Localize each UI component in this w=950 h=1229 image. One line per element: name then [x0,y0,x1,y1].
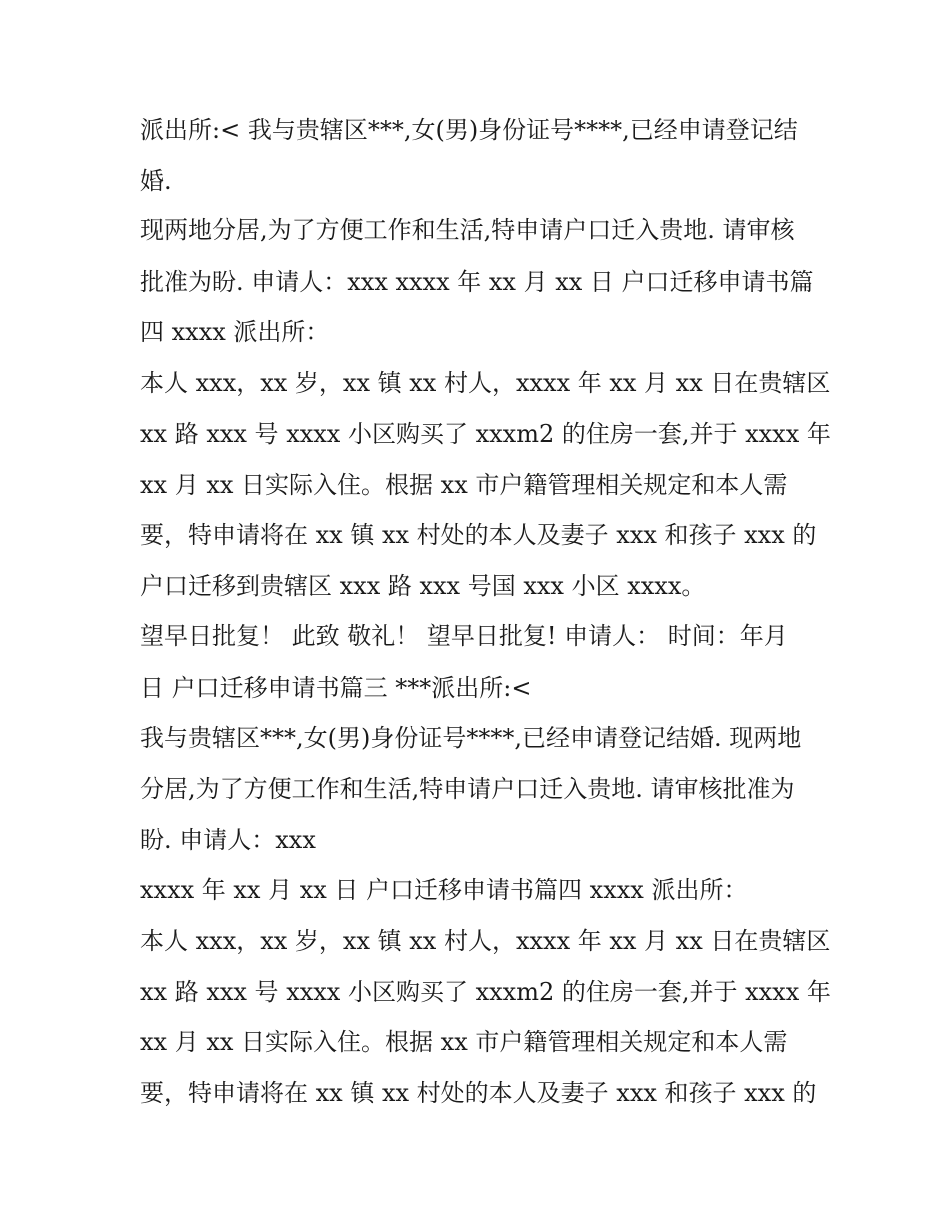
text-line: 日 户口迁移申请书篇三 ***派出所:< [140,674,532,702]
text-line: xx 月 xx 日实际入住。根据 xx 市户籍管理相关规定和本人需 [140,471,788,499]
text-line: 望早日批复！ 此致 敬礼！ 望早日批复! 申请人： 时间：年月 [140,622,788,650]
text-line: xx 月 xx 日实际入住。根据 xx 市户籍管理相关规定和本人需 [140,1028,788,1056]
text-line: 四 xxxx 派出所： [140,318,330,346]
text-line: 批准为盼. 申请人：xxx xxxx 年 xx 月 xx 日 户口迁移申请书篇 [140,268,814,296]
text-line: xxxx 年 xx 月 xx 日 户口迁移申请书篇四 xxxx 派出所： [140,876,748,904]
text-line: 本人 xxx，xx 岁，xx 镇 xx 村人，xxxx 年 xx 月 xx 日在贵辖区 [140,369,831,397]
text-line: 分居,为了方便工作和生活,特申请户口迁入贵地. 请审核批准为 [140,775,795,803]
text-line: xx 路 xxx 号 xxxx 小区购买了 xxxm2 的住房一套,并于 xxxx 年 [140,420,831,448]
text-line: 派出所:< 我与贵辖区***,女(男)身份证号****,已经申请登记结 [140,116,798,144]
text-line: 要，特申请将在 xx 镇 xx 村处的本人及妻子 xxx 和孩子 xxx 的 [140,521,817,549]
text-line: 要，特申请将在 xx 镇 xx 村处的本人及妻子 xxx 和孩子 xxx 的 [140,1079,817,1107]
text-line: 我与贵辖区***,女(男)身份证号****,已经申请登记结婚. 现两地 [140,724,802,752]
text-line: xx 路 xxx 号 xxxx 小区购买了 xxxm2 的住房一套,并于 xxxx 年 [140,978,831,1006]
text-line: 盼. 申请人：xxx [140,826,316,854]
text-line: 户口迁移到贵辖区 xxx 路 xxx 号国 xxx 小区 xxxx。 [140,572,706,600]
text-line: 婚. [140,167,172,195]
text-line: 本人 xxx，xx 岁，xx 镇 xx 村人，xxxx 年 xx 月 xx 日在贵辖区 [140,927,831,955]
text-line: 现两地分居,为了方便工作和生活,特申请户口迁入贵地. 请审核 [140,216,795,244]
